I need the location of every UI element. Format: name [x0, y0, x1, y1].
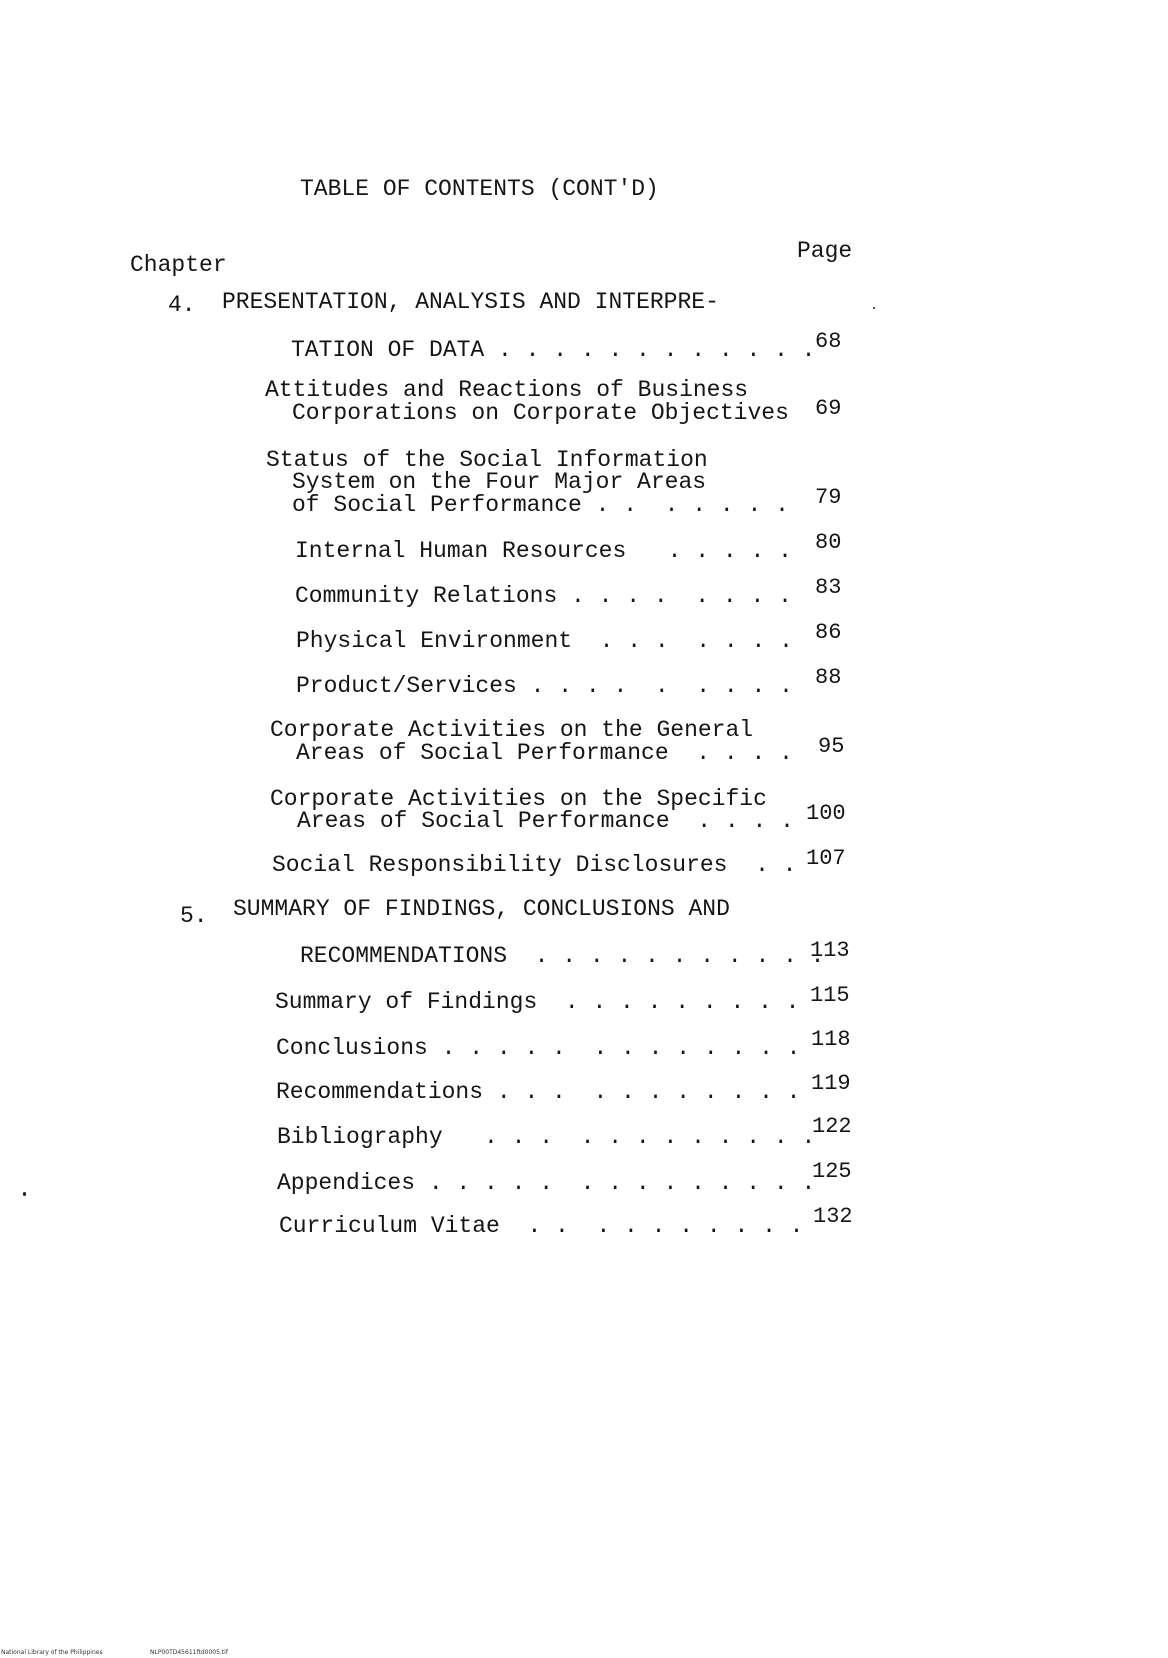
toc-entry-title-cont: Areas of Social Performance . . . . — [297, 808, 794, 834]
toc-entry-page: 125 — [812, 1159, 852, 1184]
toc-entry-title: Appendices . . . . . . . . . . . . . . — [277, 1170, 816, 1196]
footer-filename: NLP00TD45611ftd0005.tif — [150, 1649, 228, 1656]
toc-entry-title: Social Responsibility Disclosures . . — [272, 852, 797, 878]
toc-entry-page: 83 — [815, 575, 842, 600]
toc-entry-page: 113 — [810, 938, 850, 963]
toc-entry-page: 69 — [815, 396, 842, 421]
toc-entry-page: 122 — [812, 1114, 852, 1139]
toc-entry-title-cont: Corporations on Corporate Objectives — [292, 400, 789, 426]
toc-entry-title: Curriculum Vitae . . . . . . . . . . — [279, 1213, 804, 1239]
toc-entry-page: 88 — [815, 665, 842, 690]
chapter-title: SUMMARY OF FINDINGS, CONCLUSIONS AND — [233, 896, 730, 922]
page-title: TABLE OF CONTENTS (CONT'D) — [300, 176, 659, 202]
toc-entry-title: Conclusions . . . . . . . . . . . . . — [276, 1035, 801, 1061]
toc-entry-title: Physical Environment . . . . . . . — [296, 628, 793, 654]
toc-entry-title: RECOMMENDATIONS . . . . . . . . . . . — [300, 943, 825, 969]
toc-entry-title: Attitudes and Reactions of Business — [265, 377, 749, 403]
toc-entry-title: Internal Human Resources . . . . . — [295, 538, 792, 564]
scan-speck — [23, 1192, 26, 1196]
toc-entry-page: 118 — [811, 1027, 851, 1052]
toc-entry-title: Corporate Activities on the General — [270, 717, 754, 743]
chapter-header: Chapter — [130, 252, 227, 278]
toc-entry-title: Corporate Activities on the Specific — [270, 786, 767, 812]
toc-entry-page: 95 — [818, 734, 845, 759]
toc-entry-page: 68 — [815, 329, 842, 354]
toc-entry-title: Recommendations . . . . . . . . . . . — [276, 1079, 801, 1105]
scan-speck — [873, 307, 875, 309]
toc-entry-title-cont: Areas of Social Performance . . . . — [296, 740, 793, 766]
toc-entry-page: 115 — [810, 983, 850, 1008]
chapter-number: 4. — [168, 292, 196, 318]
page-header: Page — [797, 238, 853, 264]
toc-entry-page: 107 — [806, 846, 846, 871]
toc-entry-page: 86 — [815, 620, 842, 645]
toc-entry-page: 79 — [815, 485, 842, 510]
chapter-title: PRESENTATION, ANALYSIS AND INTERPRE- — [222, 289, 719, 315]
toc-entry-page: 80 — [815, 530, 842, 555]
toc-entry-title: Status of the Social Information — [266, 447, 708, 473]
toc-entry-page: 100 — [806, 801, 846, 826]
toc-entry-title: Product/Services . . . . . . . . . — [296, 673, 793, 699]
toc-entry-title: Community Relations . . . . . . . . — [295, 583, 792, 609]
toc-entry-page: 119 — [811, 1071, 851, 1096]
toc-entry-title-cont: System on the Four Major Areas — [292, 469, 707, 495]
toc-entry-title: Summary of Findings . . . . . . . . . — [275, 989, 800, 1015]
toc-entry-title-cont: of Social Performance . . . . . . . — [292, 492, 789, 518]
toc-entry-title: TATION OF DATA . . . . . . . . . . . . — [291, 337, 816, 363]
toc-entry-page: 132 — [813, 1204, 853, 1229]
chapter-number: 5. — [180, 903, 208, 929]
footer-library: National Library of the Philippines — [1, 1649, 103, 1656]
toc-entry-title: Bibliography . . . . . . . . . . . . — [277, 1124, 816, 1150]
